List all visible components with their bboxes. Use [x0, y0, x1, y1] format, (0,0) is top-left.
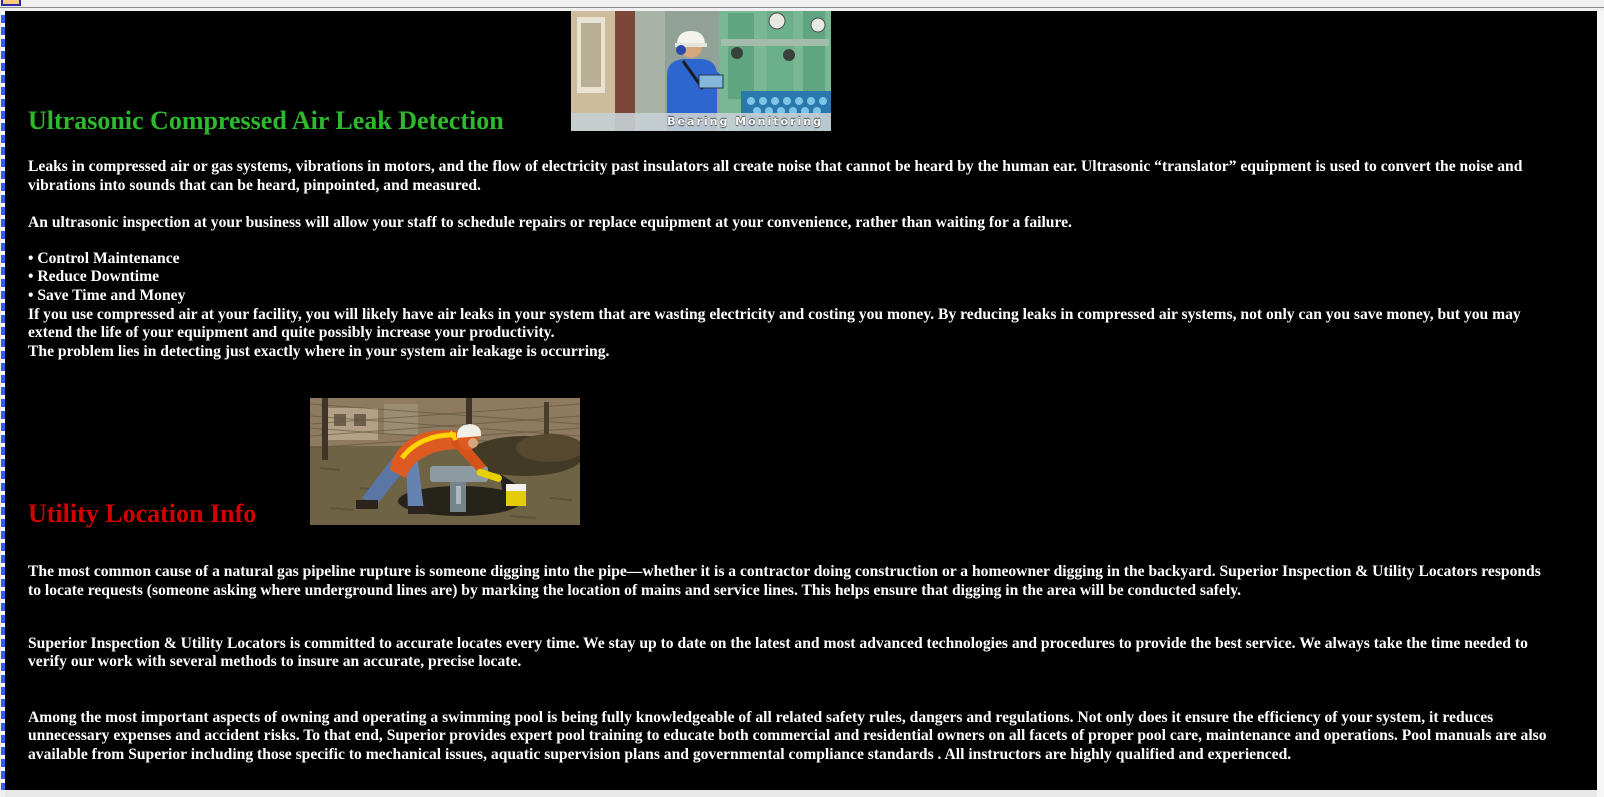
bearing-monitoring-image [571, 9, 831, 131]
image-caption-bearing-monitoring: Bearing Monitoring [571, 113, 831, 131]
paragraph-air-leaks-cost: If you use compressed air at your facility, you will likely have air leaks in your system that are wasting electricity and costing you money. By reducing leaks in compressed air systems, not only can you save money, but you may extend the life of your equipment and quite possibly increase your productivity. [28, 305, 1521, 342]
list-item-reduce-downtime: • Reduce Downtime [28, 268, 160, 286]
selection-border-left [1, 11, 5, 790]
paragraph-ultrasonic-inspection: An ultrasonic inspection at your business will allow your staff to schedule repairs or replace equipment at your convenience, rather than waiting for a failure. [28, 214, 1072, 232]
heading-ultrasonic-leak-detection: Ultrasonic Compressed Air Leak Detection [28, 106, 504, 135]
paragraph-leak-intro: Leaks in compressed air or gas systems, vibrations in motors, and the flow of electricity past insulators all create noise that cannot be heard by the human ear. Ultrasonic “translator” equipment is used to convert the noise and vibrations into sounds that can be heard, pinpointed, and measured. [28, 158, 1523, 194]
heading-utility-location-info: Utility Location Info [28, 499, 257, 529]
window-tab-stub[interactable] [1, 0, 21, 6]
paragraph-pipeline-rupture: The most common cause of a natural gas pipeline rupture is someone digging into the pipe—whether it is a contractor doing construction or a homeowner digging in the backyard. Superior Inspection & Utility Locators responds to locate requests (someone asking where underground lines are) by marking the location of mains and service lines. This helps ensure that digging in the area will be conducted safely. [28, 563, 1541, 599]
browser-top-bar [0, 0, 1604, 11]
top-bar-divider [0, 7, 1604, 8]
list-item-save-time-money: • Save Time and Money [28, 286, 186, 304]
right-gutter [1597, 11, 1604, 797]
utility-locating-photo [310, 398, 580, 525]
paragraph-problem-detection: The problem lies in detecting just exactly where in your system air leakage is occurring. [28, 342, 610, 360]
paragraph-pool-training: Among the most important aspects of owning and operating a swimming pool is being fully knowledgeable of all related safety rules, dangers and regulations. Not only does it ensure the efficiency of your system, it reduces unnecessary expenses and accident risks. To that end, Superior provides expert pool training to educate both commercial and residential owners on all facets of proper pool care, maintenance and operations. Pool manuals are also available from Superior including those specific to mechanical issues, aquatic supervision plans and governmental compliance standards . All instructors are highly qualified and experienced. [28, 708, 1547, 763]
list-item-control-maintenance: • Control Maintenance [28, 249, 180, 267]
utility-locating-image [310, 398, 580, 525]
paragraph-accurate-locates: Superior Inspection & Utility Locators is committed to accurate locates every time. We stay up to date on the latest and most advanced technologies and procedures to provide the best service. We always take the time needed to verify our work with several methods to insure an accurate, precise locate. [28, 634, 1528, 671]
bottom-gutter [5, 790, 1597, 797]
benefits-list [28, 250, 1555, 306]
